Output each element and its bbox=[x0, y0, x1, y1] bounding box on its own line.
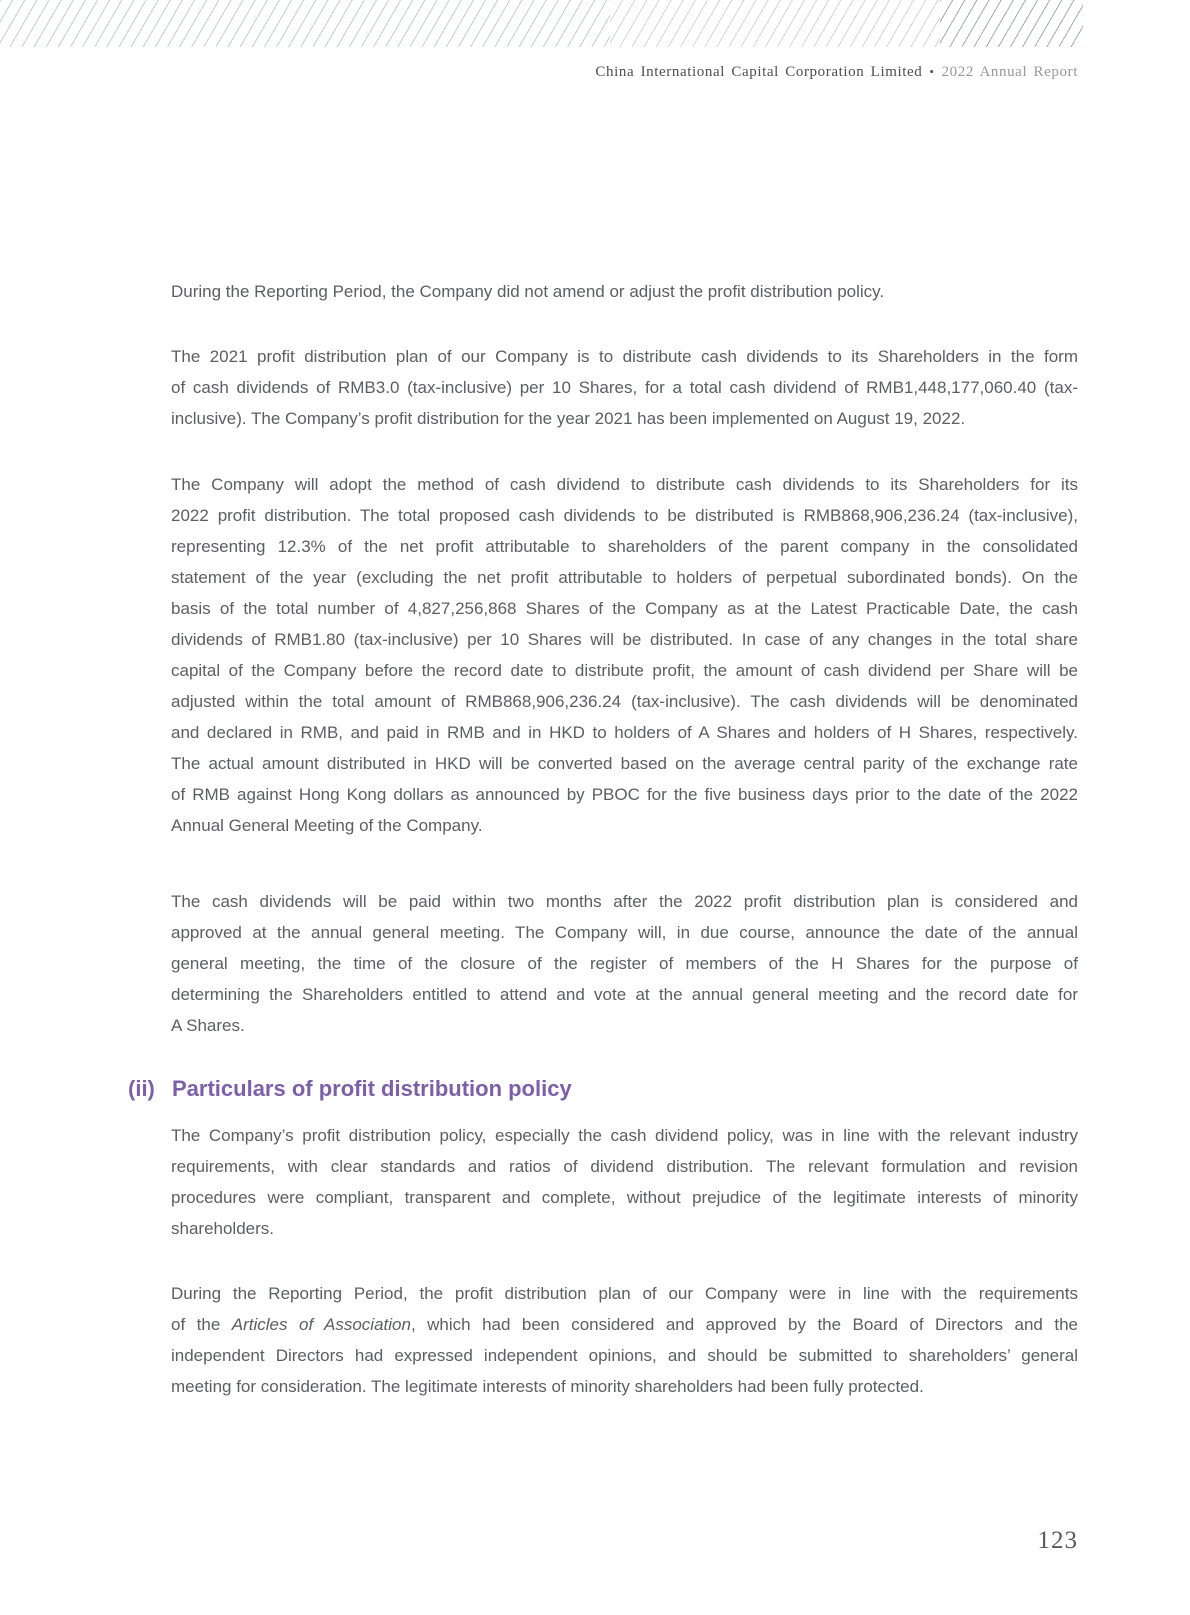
section-heading bbox=[128, 1075, 572, 1103]
paragraph-2 bbox=[171, 341, 1078, 434]
text-line: The actual amount distributed in HKD will be converted based on the average central parity of the exchange rate bbox=[171, 754, 1078, 773]
text-line: general meeting, the time of the closure of the register of members of the H Shares for the purpose of bbox=[171, 954, 1078, 973]
paragraph-1 bbox=[171, 276, 1078, 307]
section-number: (ii) bbox=[128, 1076, 155, 1101]
paragraph-3 bbox=[171, 469, 1078, 841]
section-title: Particulars of profit distribution policy bbox=[172, 1076, 572, 1101]
text-line: and declared in RMB, and paid in RMB and in HKD to holders of A Shares and holders of H Shares, respectively. bbox=[171, 723, 1078, 742]
text-line: The cash dividends will be paid within two months after the 2022 profit distribution plan is considered and bbox=[171, 892, 1078, 911]
text-segment: , which had been considered and approved by the Board of Directors and the bbox=[410, 1315, 1078, 1334]
decorative-hatch-band bbox=[0, 0, 1083, 47]
running-header bbox=[595, 60, 1078, 84]
text-line: 2022 profit distribution. The total proposed cash dividends to be distributed is RMB868,906,236.24 (tax-inclusive), bbox=[171, 506, 1078, 525]
text-line: basis of the total number of 4,827,256,868 Shares of the Company as at the Latest Practicable Date, the cash bbox=[171, 599, 1078, 618]
text-line: representing 12.3% of the net profit attributable to shareholders of the parent company in the consolidated bbox=[171, 537, 1078, 556]
company-name: China International Capital Corporation Limited bbox=[595, 64, 923, 80]
hatch-segment-right bbox=[940, 0, 1083, 47]
text-line: The Company will adopt the method of cash dividend to distribute cash dividends to its Shareholders for its bbox=[171, 475, 1078, 494]
text-line: of RMB against Hong Kong dollars as announced by PBOC for the five business days prior to the date of the 2022 bbox=[171, 785, 1078, 804]
report-title: 2022 Annual Report bbox=[941, 64, 1078, 80]
text-line: approved at the annual general meeting. The Company will, in due course, announce the date of the annual bbox=[171, 923, 1078, 942]
text-line: independent Directors had expressed independent opinions, and should be submitted to shareholders’ general bbox=[171, 1346, 1078, 1365]
text-line: During the Reporting Period, the profit distribution plan of our Company were in line with the requirements bbox=[171, 1284, 1078, 1303]
text-line: A Shares. bbox=[171, 1016, 245, 1035]
italic-book-title: Articles of Association bbox=[231, 1315, 411, 1334]
text-line: dividends of RMB1.80 (tax-inclusive) per 10 Shares will be distributed. In case of any changes in the total share bbox=[171, 630, 1078, 649]
paragraph-6 bbox=[171, 1278, 1078, 1402]
text-line: During the Reporting Period, the Company did not amend or adjust the profit distribution policy. bbox=[171, 282, 885, 301]
text-line: shareholders. bbox=[171, 1219, 275, 1238]
text-line: of cash dividends of RMB3.0 (tax-inclusive) per 10 Shares, for a total cash dividend of RMB1,448,177,060.40 (tax- bbox=[171, 378, 1078, 397]
text-line: determining the Shareholders entitled to attend and vote at the annual general meeting and the record date for bbox=[171, 985, 1078, 1004]
paragraph-4 bbox=[171, 886, 1078, 1041]
text-line: requirements, with clear standards and ratios of dividend distribution. The relevant formulation and revision bbox=[171, 1157, 1078, 1176]
text-line: meeting for consideration. The legitimate interests of minority shareholders had been fully protected. bbox=[171, 1377, 924, 1396]
text-line: The Company’s profit distribution policy, especially the cash dividend policy, was in line with the relevant industry bbox=[171, 1126, 1078, 1145]
text-line bbox=[171, 1309, 1078, 1340]
separator-bullet-icon: • bbox=[929, 64, 935, 79]
text-segment: of the bbox=[171, 1315, 221, 1334]
text-line: adjusted within the total amount of RMB868,906,236.24 (tax-inclusive). The cash dividends will be denominated bbox=[171, 692, 1078, 711]
text-line: Annual General Meeting of the Company. bbox=[171, 816, 483, 835]
text-line: The 2021 profit distribution plan of our Company is to distribute cash dividends to its Shareholders in the form bbox=[171, 347, 1078, 366]
text-line: statement of the year (excluding the net profit attributable to holders of perpetual subordinated bonds). On the bbox=[171, 568, 1078, 587]
hatch-segment-left bbox=[0, 0, 610, 47]
text-line: capital of the Company before the record date to distribute profit, the amount of cash dividend per Share will be bbox=[171, 661, 1078, 680]
text-line: inclusive). The Company’s profit distribution for the year 2021 has been implemented on August 19, 2022. bbox=[171, 409, 966, 428]
text-line: procedures were compliant, transparent and complete, without prejudice of the legitimate interests of minority bbox=[171, 1188, 1078, 1207]
paragraph-5 bbox=[171, 1120, 1078, 1244]
page-number: 123 bbox=[1037, 1527, 1078, 1554]
hatch-segment-middle bbox=[610, 0, 940, 47]
